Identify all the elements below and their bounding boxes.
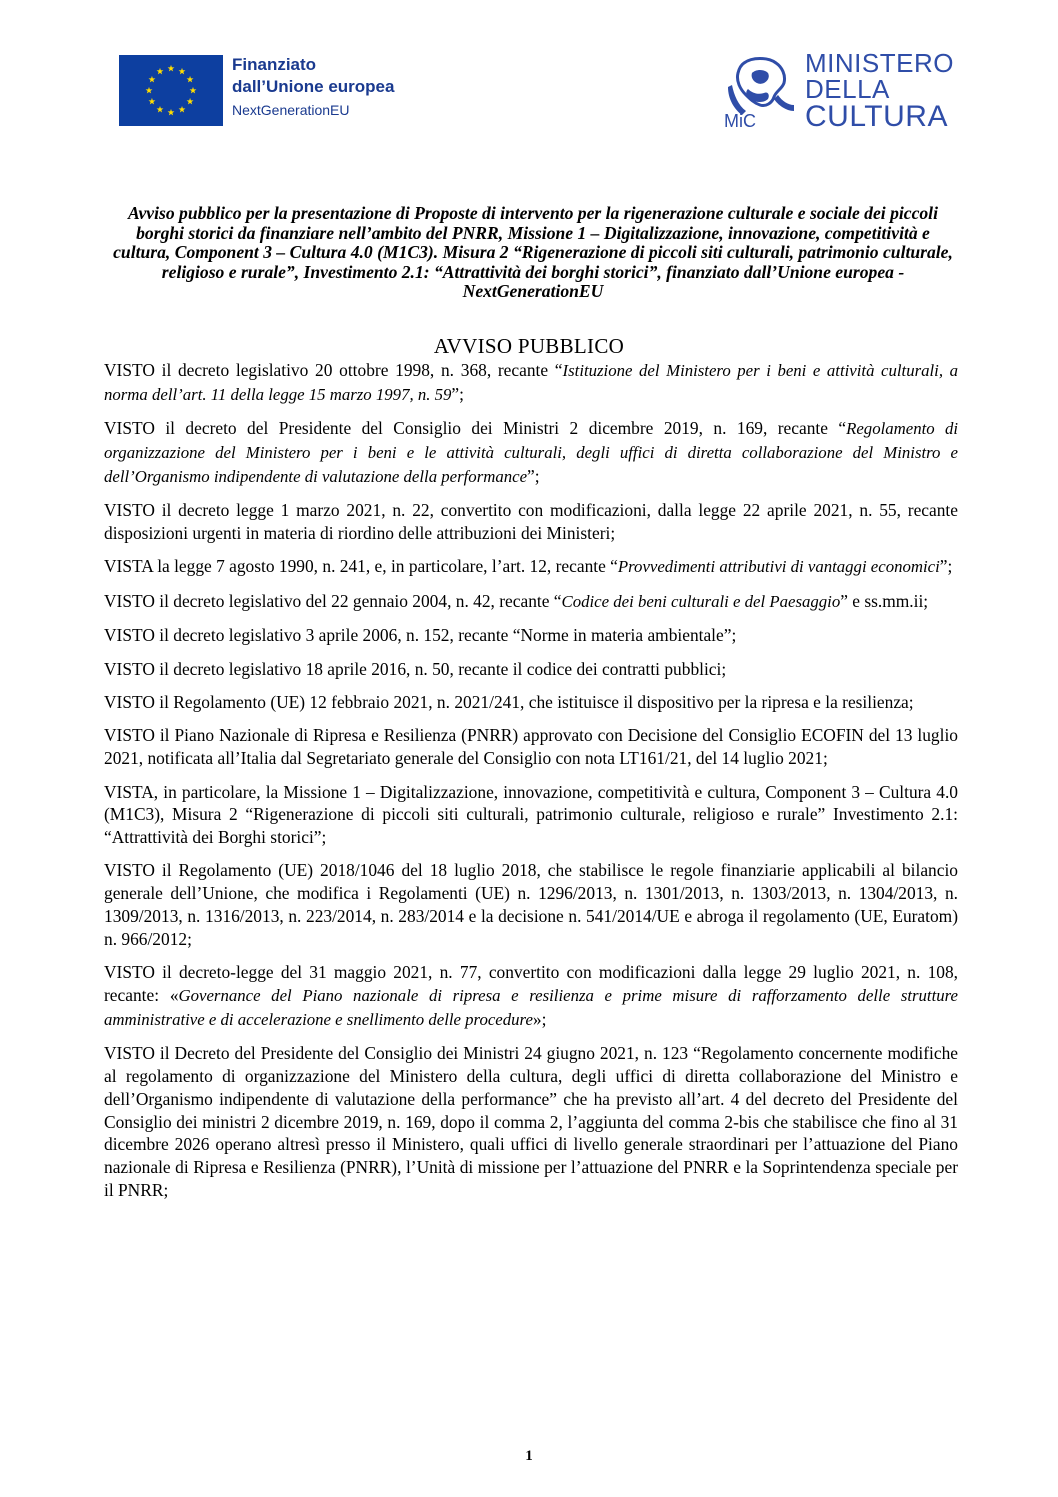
paragraph-text: VISTO il decreto legge 1 marzo 2021, n. 22, convertito con modificazioni, dalla legge 22 aprile 2021, n. 55, recante disposizioni urgenti in materia di riordino delle attribuzioni dei Ministeri; xyxy=(104,500,958,543)
document-body xyxy=(104,359,958,1212)
eu-star-icon xyxy=(168,109,175,116)
body-paragraph xyxy=(104,724,958,770)
body-paragraph xyxy=(104,781,958,849)
eu-star-icon xyxy=(157,106,164,113)
section-heading: AVVISO PUBBLICO xyxy=(433,334,625,358)
eu-stars-icon xyxy=(119,55,223,126)
body-paragraph xyxy=(104,1042,958,1202)
eu-star-icon xyxy=(157,68,164,75)
paragraph-citation: Istituzione del Ministero per i beni e attività culturali, a norma dell’art. 11 della legge 15 marzo 1997, n. 59 xyxy=(104,361,958,404)
eu-star-icon xyxy=(149,98,156,105)
paragraph-text: ”; xyxy=(451,383,464,404)
paragraph-citation: Regolamento di organizzazione del Ministero per i beni e le attività culturali, degli uffici di diretta collaborazione del Ministro e dell’Organismo indipendente di valutazione della performance xyxy=(104,419,958,486)
eu-star-icon xyxy=(149,76,156,83)
eu-line2: dall’Unione europea xyxy=(232,77,395,96)
paragraph-text: ”; xyxy=(527,465,540,486)
page-number: 1 xyxy=(525,1448,533,1464)
paragraph-text: VISTA, in particolare, la Missione 1 – Digitalizzazione, innovazione, competitività e cultura, Component 3 – Cultura 4.0 (M1C3), Misura 2 “Rigenerazione di piccoli siti culturali, patrimonio culturale, religioso e rurale” Investimento 2.1: “Attrattività dei Borghi storici”; xyxy=(104,781,958,848)
body-paragraph xyxy=(104,859,958,950)
ministry-emblem-logo xyxy=(722,55,800,130)
paragraph-text: ”; xyxy=(939,556,953,577)
paragraph-text: VISTO il Regolamento (UE) 12 febbraio 2021, n. 2021/241, che istituisce il dispositivo per la ripresa e la resilienza; xyxy=(104,691,914,712)
eu-flag-logo xyxy=(119,55,223,126)
paragraph-text: VISTO il decreto legislativo 20 ottobre 1998, n. 368, recante “ xyxy=(104,360,563,380)
paragraph-text: VISTO il Decreto del Presidente del Consiglio dei Ministri 24 giugno 2021, n. 123 “Regolamento concernente modifiche al regolamento di organizzazione del Ministero della cultura, degli uffici di diretta collaborazione del Ministro e dell’Organismo indipendente di valutazione della performance” che ha previsto all’art. 4 del decreto del Presidente del Consiglio dei ministri 2 dicembre 2019, n. 169, dopo il comma 2, l’aggiunta del comma 2-bis che stabilisce che fino al 31 dicembre 2026 operano altresì presso il Ministero, quali uffici di livello generale straordinari per l’attuazione del Piano nazionale di Ripresa e Resilienza (PNRR), l’Unità di missione per l’attuazione del PNRR e la Soprintendenza speciale per il PNRR; xyxy=(104,1043,958,1201)
paragraph-text: VISTA la legge 7 agosto 1990, n. 241, e, in particolare, l’art. 12, recante “ xyxy=(104,556,618,577)
paragraph-text: VISTO il Regolamento (UE) 2018/1046 del 18 luglio 2018, che stabilisce le regole finanziarie applicabili al bilancio generale dell’Unione, che modifica i Regolamenti (UE) n. 1296/2013, n. 1301/2013, n. 1303/2013, n. 1304/2013, n. 1309/2013, n. 1316/2013, n. 223/2014, n. 283/2014 e la decisione n. 541/2014/UE e abroga il regolamento (UE, Euratom) n. 966/2012; xyxy=(104,860,958,949)
paragraph-citation: Provvedimenti attributivi di vantaggi economici xyxy=(617,557,940,577)
body-paragraph xyxy=(104,417,958,488)
ministry-line2: DELLA xyxy=(805,74,890,104)
document-title: Avviso pubblico per la presentazione di Proposte di intervento per la rigenerazione culturale e sociale dei piccoli borghi storici da finanziare nell’ambito del PNRR, Missione 1 – Digitalizzazione, innovazione, competitività e cultura, Component 3 – Cultura 4.0 (M1C3). Misura 2 “Rigenerazione di piccoli siti culturali, patrimonio culturale, religioso e rurale”, Investimento 2.1: “Attrattività dei borghi storici”, finanziato dall’Unione europea - NextGenerationEU xyxy=(113,203,953,302)
body-paragraph xyxy=(104,658,958,681)
ministry-line1: MINISTERO xyxy=(805,48,954,78)
body-paragraph xyxy=(104,499,958,545)
ministry-name xyxy=(805,50,954,132)
eu-star-icon xyxy=(168,65,175,72)
paragraph-text: ” e ss.mm.ii; xyxy=(840,590,929,611)
body-paragraph xyxy=(104,691,958,714)
eu-star-icon xyxy=(179,106,186,113)
body-paragraph xyxy=(104,624,958,647)
paragraph-text: VISTO il decreto legislativo 18 aprile 2016, n. 50, recante il codice dei contratti pubblici; xyxy=(104,658,727,679)
body-paragraph xyxy=(104,555,958,579)
eu-star-icon xyxy=(190,87,197,94)
eu-star-icon xyxy=(146,87,153,94)
eu-star-icon xyxy=(179,68,186,75)
eu-star-icon xyxy=(187,76,194,83)
mic-mark: MiC xyxy=(724,111,756,130)
paragraph-text: VISTO il decreto legislativo del 22 gennaio 2004, n. 42, recante “ xyxy=(104,590,562,611)
eu-line3: NextGenerationEU xyxy=(232,102,350,118)
eu-line1: Finanziato xyxy=(232,55,317,74)
paragraph-text: VISTO il Piano Nazionale di Ripresa e Resilienza (PNRR) approvato con Decisione del Consiglio ECOFIN del 13 luglio 2021, notificata all’Italia dal Segretariato generale del Consiglio con nota LT161/21, del 14 luglio 2021; xyxy=(104,725,958,769)
body-paragraph xyxy=(104,961,958,1031)
body-paragraph xyxy=(104,590,958,614)
paragraph-citation: Governance del Piano nazionale di ripresa e resilienza e prime misure di rafforzamento delle strutture amministrative e di accelerazione e snellimento delle procedure xyxy=(104,986,959,1029)
paragraph-text: VISTO il decreto legislativo 3 aprile 2006, n. 152, recante “Norme in materia ambientale”; xyxy=(104,625,737,646)
eu-funding-label xyxy=(232,54,394,120)
paragraph-citation: Codice dei beni culturali e del Paesaggio xyxy=(561,591,841,611)
ministry-line3: CULTURA xyxy=(805,100,948,133)
paragraph-text: VISTO il decreto del Presidente del Consiglio dei Ministri 2 dicembre 2019, n. 169, recante “ xyxy=(104,418,847,439)
paragraph-text: »; xyxy=(532,1008,547,1029)
paragraph-text: VISTO il decreto-legge del 31 maggio 2021, n. 77, convertito con modificazioni dalla legge 29 luglio 2021, n. 108, recante: « xyxy=(104,962,958,1006)
body-paragraph xyxy=(104,359,958,407)
eu-star-icon xyxy=(187,98,194,105)
